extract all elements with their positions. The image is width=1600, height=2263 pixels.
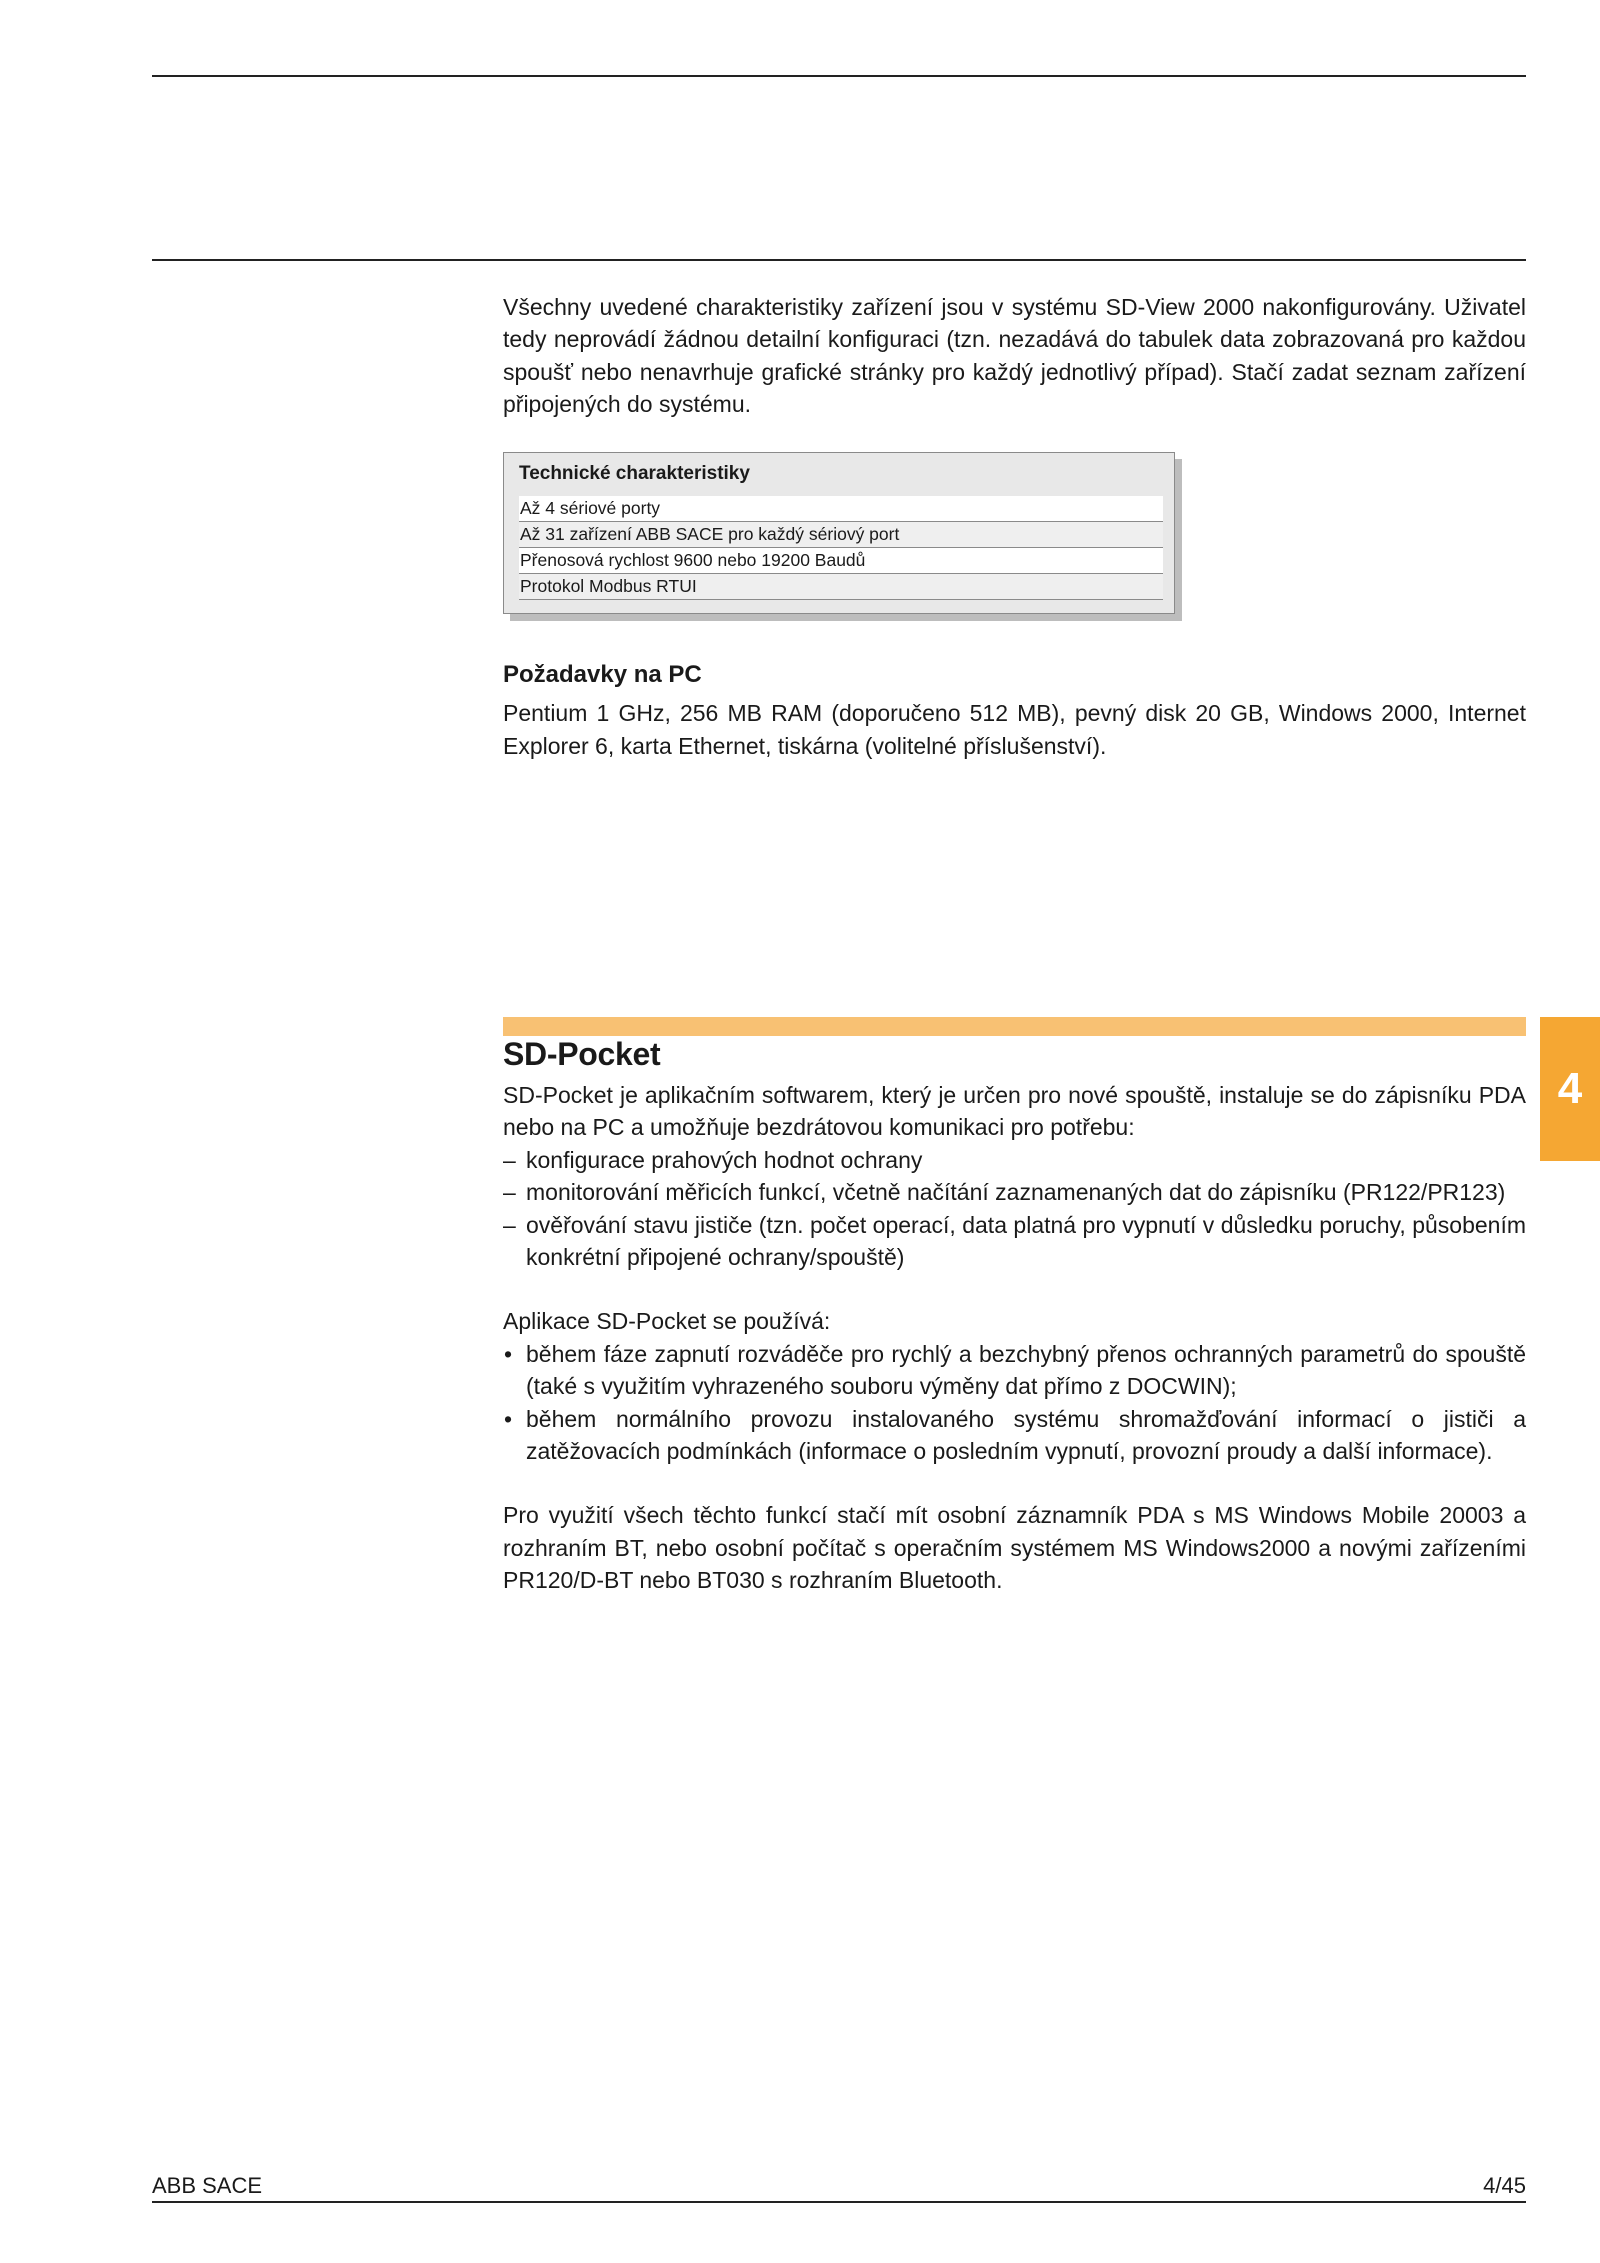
list-item: – konfigurace prahových hodnot ochrany (503, 1144, 1526, 1176)
chapter-tab: 4 (1540, 1017, 1600, 1161)
closing-paragraph: Pro využití všech těchto funkcí stačí mít osobní záznamník PDA s MS Windows Mobile 20003 a rozhraním BT, nebo osobní počítač s operačním systémem MS Windows2000 a novými zařízeními PR120/D-BT nebo BT030 s rozhraním Bluetooth. (503, 1502, 1526, 1594)
list-item: – ověřování stavu jističe (tzn. počet operací, data platná pro vypnutí v důsledku poruchy, působením konkrétní připojené ochrany/spouště) (503, 1209, 1526, 1274)
footer-brand: ABB SACE (152, 2173, 263, 2198)
spec-row: Přenosová rychlost 9600 nebo 19200 Baudů (519, 548, 1163, 574)
tech-specs-list (519, 496, 1163, 600)
spec-row: Až 31 zařízení ABB SACE pro každý sériový port (519, 522, 1163, 548)
section-accent-bar (503, 1017, 1526, 1036)
pc-requirements-section (503, 659, 1526, 762)
sd-pocket-intro: SD-Pocket je aplikačním softwarem, který je určen pro nové spouště, instaluje se do zápisníku PDA nebo na PC a umožňuje bezdrátovou komunikaci pro potřebu: (503, 1082, 1526, 1141)
spec-row: Až 4 sériové porty (519, 496, 1163, 522)
pc-requirements-heading: Požadavky na PC (503, 661, 702, 688)
list-item: • během fáze zapnutí rozváděče pro rychlý a bezchybný přenos ochranných parametrů do spouště (také s využitím vyhrazeného souboru výměny dat přímo z DOCWIN); (503, 1338, 1526, 1403)
intro-paragraph: Všechny uvedené charakteristiky zařízení jsou v systému SD-View 2000 nakonfigurovány. Uživatel tedy neprovádí žádnou detailní konfiguraci (tzn. nezadává do tabulek data zobrazovaná pro každou spoušť nebo nenavrhuje grafické stránky pro každý jednotlivý případ). Stačí zadat seznam zařízení připojených do systému. (503, 294, 1526, 418)
footer-rule (152, 2201, 1526, 2203)
usage-list (503, 1338, 1526, 1468)
list-item: • během normálního provozu instalovaného systému shromažďování informací o jističi a zatěžovacích podmínkách (informace o posledním vypnutí, provozní proudy a další informace). (503, 1403, 1526, 1468)
tech-specs-box (503, 452, 1175, 614)
header-bottom-rule (152, 259, 1526, 261)
capability-list (503, 1144, 1526, 1274)
tech-specs-title: Technické charakteristiky (519, 463, 750, 484)
pc-requirements-text: Pentium 1 GHz, 256 MB RAM (doporučeno 512 MB), pevný disk 20 GB, Windows 2000, Internet Explorer 6, karta Ethernet, tiskárna (volitelné příslušenství). (503, 700, 1526, 759)
list-item: – monitorování měřicích funkcí, včetně načítání zaznamenaných dat do zápisníku (PR122/PR123) (503, 1176, 1526, 1208)
usage-intro: Aplikace SD-Pocket se používá: (503, 1308, 831, 1335)
intro-section (503, 291, 1526, 421)
page-number: 4/45 (1483, 2173, 1526, 2198)
spec-row: Protokol Modbus RTUI (519, 574, 1163, 600)
sd-pocket-section (503, 1079, 1526, 1597)
sd-pocket-title: SD-Pocket (503, 1036, 661, 1072)
header-top-rule (152, 75, 1526, 77)
